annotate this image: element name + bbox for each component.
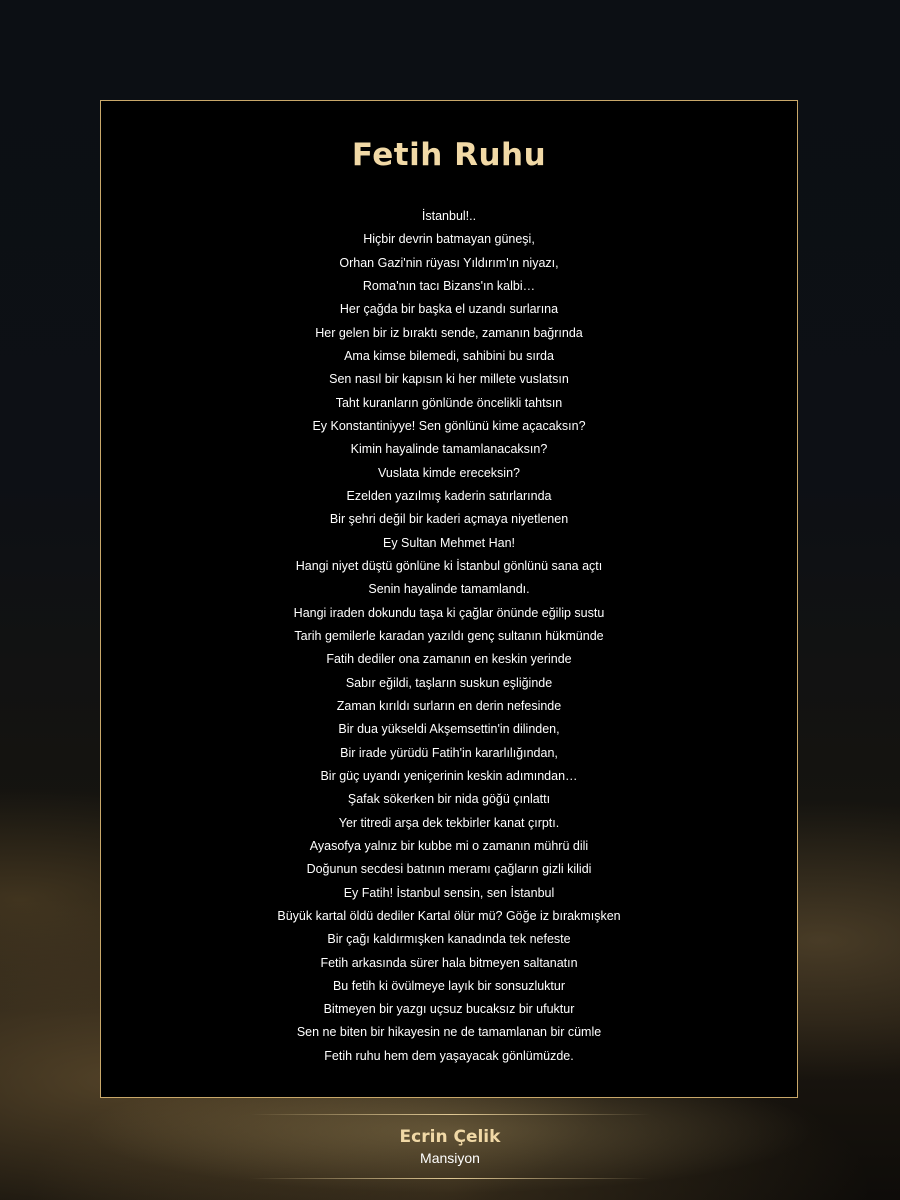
poem-line: Her çağda bir başka el uzandı surlarına [339,302,559,317]
poem-line: Bir dua yükseldi Akşemsettin'in dilinden, [338,722,560,737]
poem-line: Ama kimse bilemedi, sahibini bu sırda [344,348,554,363]
poem-line: Şafak sökerken bir nida göğü çınlattı [347,792,551,807]
poem-line: Taht kuranların gönlünde öncelikli tahtsın [335,395,563,410]
poem-title: Fetih Ruhu [351,137,547,173]
footer-divider-top [250,1114,650,1115]
poem-line: Tarih gemilerle karadan yazıldı genç sultanın hükmünde [294,628,604,643]
poem-line: Ezelden yazılmış kaderin satırlarında [346,488,552,503]
poem-line: Kimin hayalinde tamamlanacaksın? [350,442,548,457]
poem-line: Sen ne biten bir hikayesin ne de tamamlanan bir cümle [296,1025,602,1040]
poem-line: Ey Sultan Mehmet Han! [382,535,515,550]
poem-line: Fatih dediler ona zamanın en keskin yerinde [326,652,572,667]
poem-line: Yer titredi arşa dek tekbirler kanat çırptı. [338,815,560,830]
poem-line: Sen nasıl bir kapısın ki her millete vuslatsın [329,372,569,387]
poem-line: Ey Konstantiniyye! Sen gönlünü kime açacaksın? [312,418,586,433]
poem-line: İstanbul!.. [421,209,477,223]
poem-line: Vuslata kimde ereceksin? [378,465,520,480]
poem-line: Fetih arkasında sürer hala bitmeyen saltanatın [320,955,578,970]
poem-body [101,205,797,1068]
poem-line: Hiçbir devrin batmayan güneşi, [363,232,535,247]
poem-line: Bir çağı kaldırmışken kanadında tek nefeste [327,932,571,947]
poem-line: Doğunun secdesi batının meramı çağların gizli kilidi [306,862,592,877]
award-label: Mansiyon [420,1150,480,1166]
poem-line: Bu fetih ki övülmeye layık bir sonsuzluktur [332,978,566,993]
author-name: Ecrin Çelik [399,1127,501,1147]
poem-line: Orhan Gazi'nin rüyası Yıldırım'ın niyazı, [339,255,559,270]
poem-line: Roma'nın tacı Bizans'ın kalbi… [362,278,536,293]
poem-line: Her gelen bir iz bıraktı sende, zamanın bağrında [315,325,583,340]
poem-line: Bir güç uyandı yeniçerinin keskin adımından… [320,768,578,783]
poem-line: Ey Fatih! İstanbul sensin, sen İstanbul [343,885,555,900]
poem-line: Bir irade yürüdü Fatih'in kararlılığından, [340,745,558,760]
poem-line: Bir şehri değil bir kaderi açmaya niyetlenen [329,512,569,527]
poem-line: Fetih ruhu hem dem yaşayacak gönlümüzde. [324,1048,574,1063]
poem-line: Hangi niyet düştü gönlüne ki İstanbul gönlünü sana açtı [295,558,603,573]
poem-line: Hangi iraden dokundu taşa ki çağlar önünde eğilip sustu [293,605,605,620]
poem-line: Zaman kırıldı surların en derin nefesinde [336,698,562,713]
poem-panel [100,100,798,1098]
poem-line: Sabır eğildi, taşların suskun eşliğinde [345,675,553,690]
poem-line: Büyük kartal öldü dediler Kartal ölür mü? Göğe iz bırakmışken [277,908,621,923]
poem-line: Ayasofya yalnız bir kubbe mi o zamanın mührü dili [309,838,589,853]
poem-line: Senin hayalinde tamamlandı. [368,582,530,597]
footer-divider-bottom [250,1178,650,1179]
poem-line: Bitmeyen bir yazgı uçsuz bucaksız bir ufuktur [323,1002,575,1017]
